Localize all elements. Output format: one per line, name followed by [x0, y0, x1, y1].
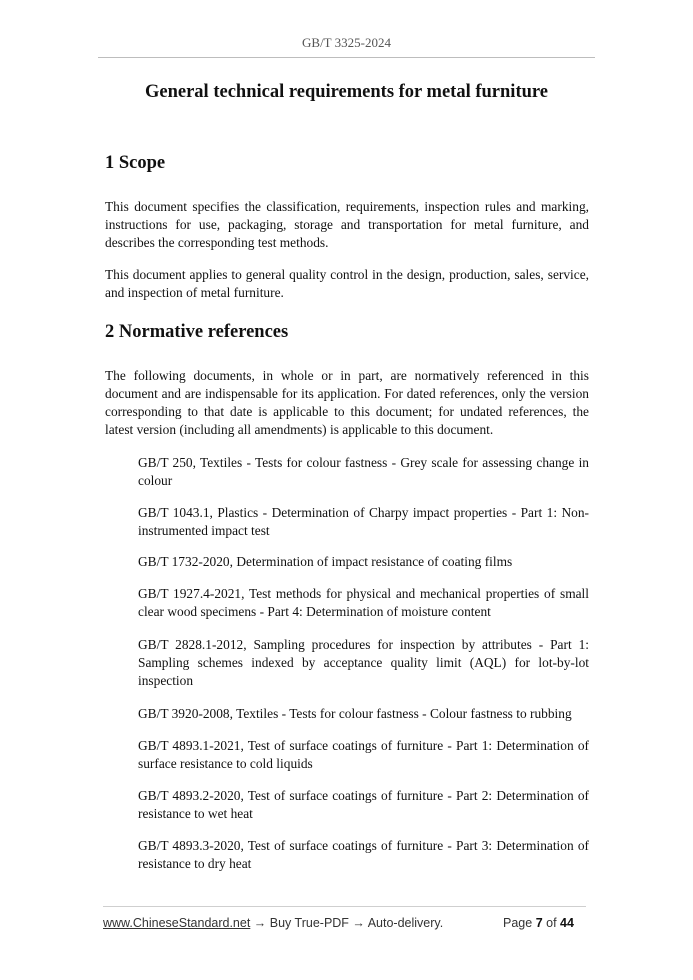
reference-item: GB/T 4893.2-2020, Test of surface coatings of furniture - Part 2: Determination of resistance to wet heat	[138, 788, 589, 821]
scope-paragraph-2: This document applies to general quality control in the design, production, sales, service, and inspection of metal furniture.	[105, 267, 589, 300]
document-title: General technical requirements for metal furniture	[145, 82, 548, 102]
header-divider	[98, 57, 595, 58]
page-current: 7	[535, 916, 543, 930]
footer-divider	[103, 906, 586, 907]
footer-promo	[103, 916, 443, 930]
reference-item: GB/T 2828.1-2012, Sampling procedures for inspection by attributes - Part 1: Sampling schemes indexed by acceptance quality limit (AQL) for lot-by-lot inspection	[138, 637, 589, 688]
reference-item: GB/T 1732-2020, Determination of impact resistance of coating films	[138, 554, 513, 569]
footer-tagline: → Buy True-PDF → Auto-delivery.	[250, 916, 444, 930]
normative-intro-paragraph: The following documents, in whole or in part, are normatively referenced in this document and are indispensable for its application. For dated references, only the version corresponding to that date is applicable to this document; for undated references, the latest version (including all amendments) is applicable to this document.	[105, 368, 589, 437]
scope-paragraph-1: This document specifies the classification, requirements, inspection rules and marking, instructions for use, packaging, storage and transportation for metal furniture, and describes the corresponding test methods.	[105, 199, 589, 250]
site-link[interactable]: www.ChineseStandard.net	[103, 916, 251, 930]
reference-item: GB/T 4893.1-2021, Test of surface coatings of furniture - Part 1: Determination of surface resistance to cold liquids	[138, 738, 589, 771]
page-label: Page	[503, 916, 533, 930]
reference-item: GB/T 1927.4-2021, Test methods for physical and mechanical properties of small clear wood specimens - Part 4: Determination of moisture content	[138, 586, 589, 619]
page-total: 44	[560, 916, 574, 930]
reference-item: GB/T 4893.3-2020, Test of surface coatings of furniture - Part 3: Determination of resistance to dry heat	[138, 838, 589, 871]
reference-item: GB/T 250, Textiles - Tests for colour fastness - Grey scale for assessing change in colour	[138, 455, 589, 488]
reference-item: GB/T 1043.1, Plastics - Determination of Charpy impact properties - Part 1: Non-instrumented impact test	[138, 505, 589, 538]
header-standard-code: GB/T 3325-2024	[302, 35, 391, 50]
section-heading-scope: 1 Scope	[105, 153, 166, 173]
page-indicator	[503, 916, 574, 930]
section-heading-normative-references: 2 Normative references	[105, 322, 289, 342]
page-of-label: of	[546, 916, 557, 930]
reference-item: GB/T 3920-2008, Textiles - Tests for colour fastness - Colour fastness to rubbing	[138, 706, 572, 721]
